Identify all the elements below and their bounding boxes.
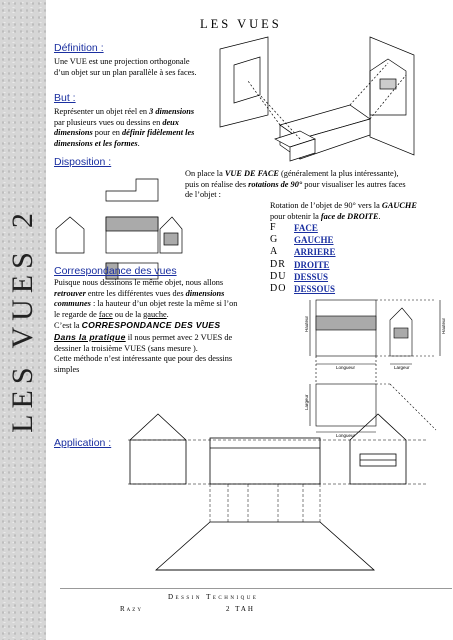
- sidebar-number: 2: [6, 207, 39, 229]
- rotation-emphasis: GAUCHE: [381, 201, 417, 210]
- correspondance-heading: Correspondance des vues: [54, 265, 177, 277]
- view-word: GAUCHE: [294, 235, 334, 246]
- view-item: [270, 222, 336, 234]
- app-front-view: [210, 438, 320, 484]
- correspondance-run: : la hauteur d’un objet reste la même si l’on: [90, 299, 238, 309]
- correspondance-underline: face: [98, 309, 113, 319]
- dim-label-largeur: Largeur: [394, 365, 410, 370]
- correspondance-line: Cette méthode n’est intéressante que pour des dessins: [54, 354, 233, 364]
- but-text-emphasis: 3 dimensions: [149, 107, 195, 116]
- definition-line: d’un objet sur un plan parallèle à ses faces.: [54, 67, 197, 77]
- isometric-house-drawing: [220, 35, 420, 175]
- view-item: [270, 246, 336, 258]
- disposition-text: [185, 169, 447, 201]
- correspondance-underline: gauche: [143, 309, 167, 319]
- but-text-run: pour en: [92, 128, 122, 138]
- app-projection-lines: [128, 440, 428, 522]
- but-text: [54, 107, 194, 149]
- rotation-run: Rotation de l’objet de 90° vers la: [270, 201, 382, 210]
- door-right-view: [380, 79, 396, 89]
- rotation-run: pour obtenir la: [270, 211, 321, 221]
- app-right-view: [350, 414, 406, 484]
- dim-label-longueur: Longueur: [336, 365, 356, 370]
- view-dessus-top: [106, 179, 158, 201]
- disposition-emphasis: VUE DE FACE: [224, 169, 279, 178]
- view-letter: DU: [270, 270, 287, 282]
- correspondance-run: ou de la: [112, 309, 144, 319]
- but-text-run: par plusieurs vues ou dessins en: [54, 117, 163, 127]
- correspondance-keyword: CORRESPONDANCE DES VUES: [81, 320, 221, 331]
- view-letter: F: [270, 222, 277, 233]
- view-word: ARRIERE: [294, 247, 336, 258]
- correspondance-run: il nous permet avec 2 VUES de: [125, 332, 233, 342]
- footer: [60, 588, 452, 619]
- rotation-emphasis: face de DROITE: [320, 211, 379, 221]
- but-heading: But :: [54, 92, 76, 104]
- disposition-line: de l’objet :: [185, 190, 221, 200]
- correspondance-run: entre les différentes vues des: [85, 288, 186, 298]
- view-item: [270, 234, 336, 246]
- correspondance-emphasis: dimensions: [185, 288, 225, 298]
- application-drawing: [128, 410, 438, 575]
- but-text-emphasis: dimensions: [54, 128, 93, 138]
- view-face-roof: [106, 217, 158, 231]
- but-text-emphasis: définir fidèlement les: [122, 128, 195, 138]
- disposition-emphasis: rotations de 90°: [248, 179, 303, 189]
- corr-face-band: [316, 316, 376, 330]
- correspondance-line: simples: [54, 364, 80, 374]
- correspondance-run: .: [166, 309, 169, 319]
- definition-heading: Définition :: [54, 42, 104, 54]
- correspondance-line: Puisque nous dessinons le même objet, nous allons: [54, 278, 224, 287]
- disposition-heading: Disposition :: [54, 156, 112, 168]
- correspondance-emphasis: communes: [54, 299, 91, 309]
- correspondance-text: [54, 278, 288, 375]
- footer-author: Razy: [120, 605, 143, 613]
- footer-course: Dessin Technique: [168, 593, 259, 601]
- page-title: LES VUES: [200, 17, 282, 31]
- view-letter: G: [270, 234, 279, 246]
- but-text-run: Représenter un objet réel en: [54, 107, 150, 116]
- view-word: DROITE: [294, 259, 330, 270]
- dim-label-largeur-left: Largeur: [304, 394, 309, 410]
- but-text-emphasis: dimensions et les formes: [54, 138, 138, 148]
- view-letter: DO: [270, 283, 287, 295]
- disposition-run: pour visualiser les autres faces: [302, 179, 406, 189]
- correspondance-run: C’est la: [54, 321, 82, 331]
- correspondance-emphasis: retrouver: [54, 288, 86, 298]
- correspondance-run: le regarde de: [54, 309, 99, 319]
- footer-class: 2 TAH: [226, 605, 255, 613]
- sidebar-title: [6, 207, 40, 433]
- view-word: DESSOUS: [294, 284, 336, 295]
- sidebar-title-text: LES VUES: [6, 246, 39, 433]
- but-text-run: .: [137, 138, 140, 148]
- view-letter: DR: [270, 258, 286, 270]
- disposition-run: (généralement la plus intéressante),: [278, 169, 399, 178]
- house-left-view: [234, 57, 260, 103]
- view-word: FACE: [294, 223, 318, 233]
- dim-label-hauteur: Hauteur: [304, 315, 309, 332]
- definition-text: [54, 57, 197, 78]
- but-text-emphasis: deux: [162, 117, 179, 127]
- right-projection-plane: [370, 37, 414, 155]
- disposition-run: puis on réalise des: [185, 179, 249, 189]
- left-projection-plane: [220, 37, 268, 127]
- view-gauche-door: [164, 233, 178, 245]
- app-left-view: [130, 414, 186, 484]
- app-top-view: [156, 522, 374, 570]
- view-letter: A: [270, 246, 279, 258]
- view-droite-left: [56, 217, 84, 253]
- dim-label-hauteur-right: Hauteur: [441, 317, 446, 334]
- view-item: [270, 259, 336, 271]
- correspondance-keyword: Dans la pratique: [54, 331, 126, 342]
- rotation-text: [270, 201, 417, 222]
- correspondance-line: dessiner la troisième VUES (sans mesure ).: [54, 343, 198, 353]
- view-word: DESSUS: [294, 271, 329, 282]
- application-heading: Application :: [54, 437, 112, 449]
- dim-label-longueur-bottom: Longueur: [336, 433, 356, 438]
- disposition-run: On place la: [185, 169, 225, 178]
- rotation-run: .: [378, 211, 381, 221]
- definition-line: Une VUE est une projection orthogonale: [54, 57, 190, 66]
- sidebar: [0, 0, 46, 640]
- corr-side-door: [394, 328, 408, 338]
